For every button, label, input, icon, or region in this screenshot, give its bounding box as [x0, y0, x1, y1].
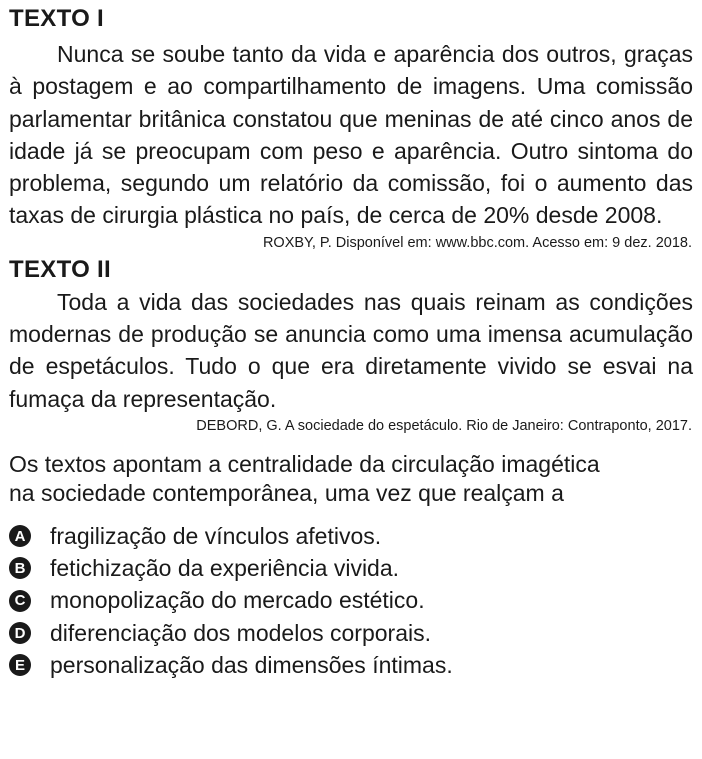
option-b-text: fetichização da experiência vivida.: [50, 554, 400, 581]
question-stem-line-2: na sociedade contemporânea, uma vez que realçam a: [9, 479, 564, 506]
question-stem: [9, 450, 693, 508]
option-a-letter-badge: A: [9, 525, 31, 547]
option-d-text: diferenciação dos modelos corporais.: [50, 619, 431, 646]
option-a-text: fragilização de vínculos afetivos.: [50, 522, 382, 549]
texto2-passage: [9, 286, 693, 415]
option-e-text: personalização das dimensões íntimas.: [50, 651, 453, 678]
option-e-letter-badge: E: [9, 654, 31, 676]
question-stem-line-1: Os textos apontam a centralidade da circulação imagética: [9, 450, 600, 477]
texto1-body: Nunca se soube tanto da vida e aparência dos outros, graças à postagem e ao compartilhamento de imagens. Uma comissão parlamentar britânica constatou que meninas de até cinco anos de idade já se preocupam com peso e aparência. Outro sintoma do problema, segundo um relatório da comissão, foi o aumento das taxas de cirurgia plástica no país, de cerca de 20% desde 2008.: [9, 41, 693, 229]
answer-options: [9, 520, 693, 681]
option-c-letter-badge: C: [9, 590, 31, 612]
option-c-text: monopolização do mercado estético.: [50, 587, 425, 614]
option-e[interactable]: [9, 649, 693, 681]
option-a[interactable]: [9, 520, 693, 552]
option-d[interactable]: [9, 617, 693, 649]
texto1-heading: TEXTO I: [9, 5, 105, 32]
texto1-source: ROXBY, P. Disponível em: www.bbc.com. Acesso em: 9 dez. 2018.: [262, 234, 692, 251]
option-c[interactable]: [9, 585, 693, 617]
option-d-letter-badge: D: [9, 622, 31, 644]
texto2-source: DEBORD, G. A sociedade do espetáculo. Rio de Janeiro: Contraponto, 2017.: [196, 417, 692, 434]
question-page: [9, 0, 693, 681]
texto1-passage: [9, 38, 693, 232]
texto2-heading: TEXTO II: [9, 255, 111, 283]
texto2-body: Toda a vida das sociedades nas quais reinam as condições modernas de produção se anuncia como uma imensa acumulação de espetáculos. Tudo o que era diretamente vivido se esvai na fumaça da representação.: [9, 288, 693, 412]
option-b-letter-badge: B: [9, 557, 31, 579]
option-b[interactable]: [9, 552, 693, 584]
